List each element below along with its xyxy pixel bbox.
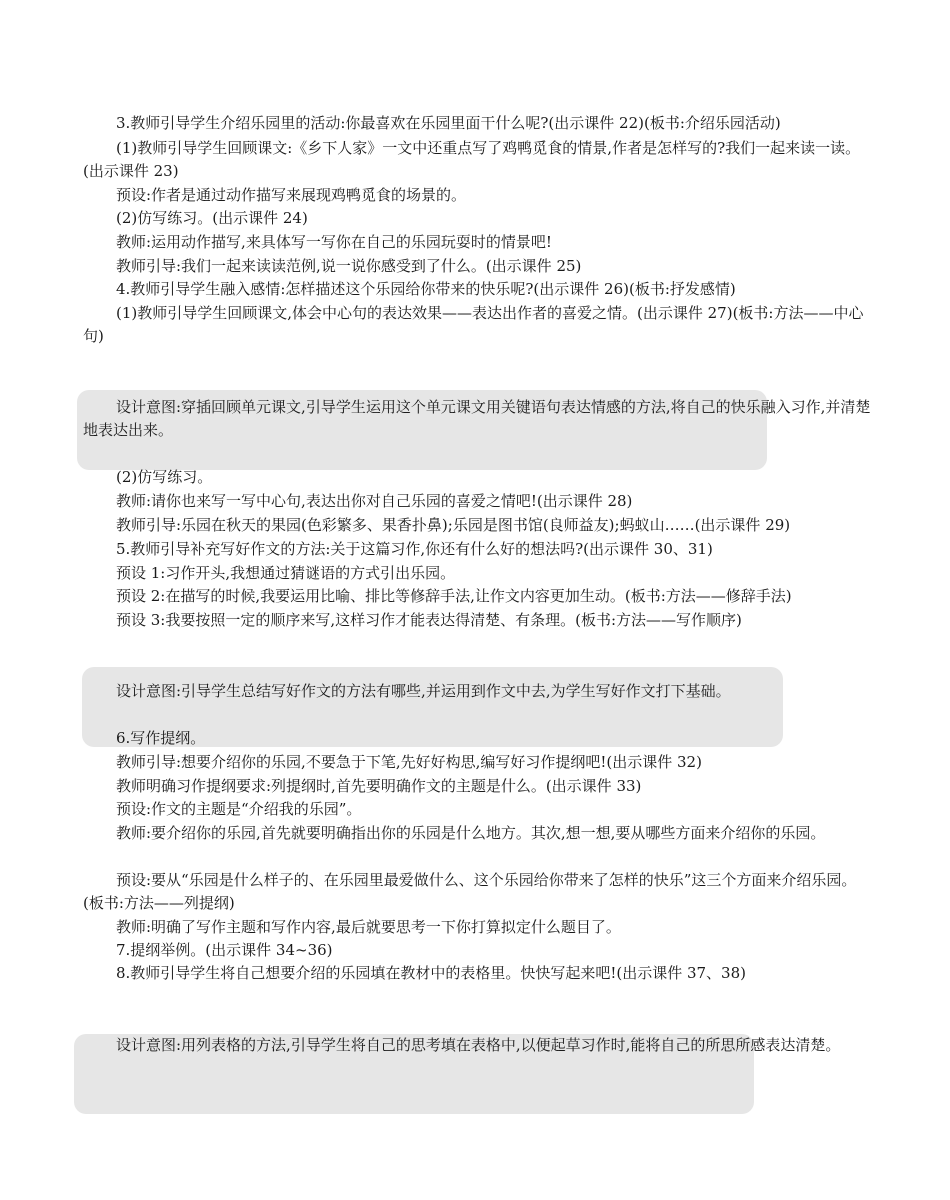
paragraph-central-sentence: (1)教师引导学生回顾课文,体会中心句的表达效果——表达出作者的喜爱之情。(出示课件 27)(板书:方法——中心句)	[83, 304, 864, 345]
paragraph-teacher-central-sentence: 教师:请你也来写一写中心句,表达出你对自己乐园的喜爱之情吧!(出示课件 28)	[116, 492, 633, 510]
paragraph-writing-methods: 5.教师引导补充写好作文的方法:关于这篇习作,你还有什么好的想法吗?(出示课件 30、31)	[116, 540, 713, 558]
paragraph-outline-heading: 6.写作提纲。	[116, 729, 206, 747]
paragraph-teacher-guide-examples: 教师引导:乐园在秋天的果园(色彩繁多、果香扑鼻);乐园是图书馆(良师益友);蚂蚁山……(出示课件 29)	[116, 516, 791, 534]
paragraph-teacher-introduce: 教师:要介绍你的乐园,首先就要明确指出你的乐园是什么地方。其次,想一想,要从哪些方面来介绍你的乐园。	[116, 824, 826, 842]
paragraph-teacher-outline-guide: 教师引导:想要介绍你的乐园,不要急于下笔,先好好构思,编写好习作提纲吧!(出示课件 32)	[116, 753, 702, 771]
paragraph-teacher-guide-read: 教师引导:我们一起来读读范例,说一说你感受到了什么。(出示课件 25)	[116, 257, 582, 275]
paragraph-imitation-practice: (2)仿写练习。(出示课件 24)	[116, 209, 308, 227]
paragraph-review-text: (1)教师引导学生回顾课文:《乡下人家》一文中还重点写了鸡鸭觅食的情景,作者是怎样写的?我们一起来读一读。(出示课件 23)	[83, 139, 861, 180]
paragraph-preset-3: 预设 3:我要按照一定的顺序来写,这样习作才能表达得清楚、有条理。(板书:方法——写作顺序)	[116, 611, 742, 629]
paragraph-teacher-title: 教师:明确了写作主题和写作内容,最后就要思考一下你打算拟定什么题目了。	[116, 918, 621, 936]
paragraph-preset-1: 预设 1:习作开头,我想通过猜谜语的方式引出乐园。	[116, 564, 456, 582]
design-intent-3: 设计意图:用列表格的方法,引导学生将自己的思考填在表格中,以便起草习作时,能将自己的所思所感表达清楚。	[116, 1036, 841, 1054]
paragraph-teacher-action-writing: 教师:运用动作描写,来具体写一写你在自己的乐园玩耍时的情景吧!	[116, 233, 552, 251]
paragraph-outline-example: 7.提纲举例。(出示课件 34~36)	[116, 941, 333, 959]
paragraph-fill-table: 8.教师引导学生将自己想要介绍的乐园填在教材中的表格里。快快写起来吧!(出示课件 37、38)	[116, 964, 746, 982]
paragraph-preset-theme: 预设:作文的主题是“介绍我的乐园”。	[116, 800, 362, 818]
paragraph-preset-action: 预设:作者是通过动作描写来展现鸡鸭觅食的场景的。	[116, 186, 467, 204]
paragraph-preset-three-aspects: 预设:要从“乐园是什么样子的、在乐园里最爱做什么、这个乐园给你带来了怎样的快乐”这三个方面来介绍乐园。(板书:方法——列提纲)	[83, 871, 857, 912]
paragraph-activity-intro: 3.教师引导学生介绍乐园里的活动:你最喜欢在乐园里面干什么呢?(出示课件 22)(板书:介绍乐园活动)	[116, 114, 781, 132]
paragraph-emotion-intro: 4.教师引导学生融入感情:怎样描述这个乐园给你带来的快乐呢?(出示课件 26)(板书:抒发感情)	[116, 280, 736, 298]
paragraph-imitation-practice-2: (2)仿写练习。	[116, 468, 213, 486]
design-intent-1: 设计意图:穿插回顾单元课文,引导学生运用这个单元课文用关键语句表达情感的方法,将自己的快乐融入习作,并清楚地表达出来。	[83, 398, 871, 439]
design-intent-2: 设计意图:引导学生总结写好作文的方法有哪些,并运用到作文中去,为学生写好作文打下基础。	[116, 682, 731, 700]
paragraph-outline-requirements: 教师明确习作提纲要求:列提纲时,首先要明确作文的主题是什么。(出示课件 33)	[116, 777, 642, 795]
paragraph-preset-2: 预设 2:在描写的时候,我要运用比喻、排比等修辞手法,让作文内容更加生动。(板书:方法——修辞手法)	[116, 587, 792, 605]
